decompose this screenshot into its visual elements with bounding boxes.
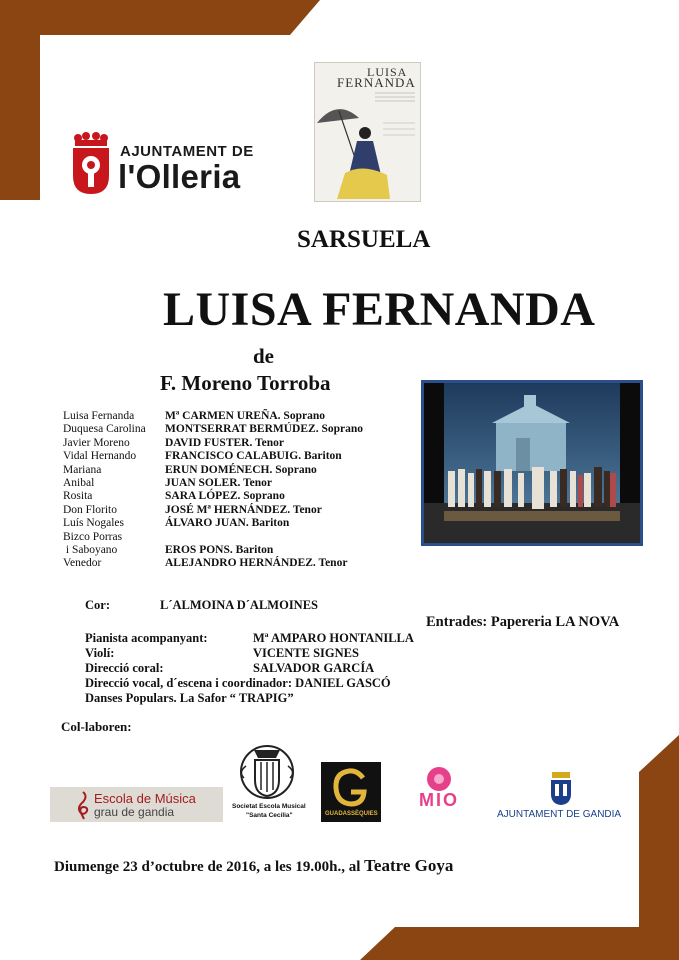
- mio-name: MIO: [419, 790, 459, 810]
- cast-singer: ERUN DOMÉNECH. Soprano: [165, 463, 317, 476]
- cast-singer: JOSÉ Mª HERNÁNDEZ. Tenor: [165, 503, 322, 516]
- crest-icon: [70, 132, 112, 196]
- cast-row: [63, 490, 363, 503]
- cast-role: Javier Moreno: [63, 436, 130, 449]
- direccio-coral-value: SALVADOR GARCÍA: [253, 661, 375, 675]
- cast-row: [63, 517, 363, 530]
- cast-row: [63, 504, 363, 517]
- event-date-text: Diumenge 23 d’octubre de 2016, a les 19.00h., al: [54, 859, 365, 875]
- cast-role: Luisa Fernanda: [63, 410, 135, 422]
- cast-role: Vidal Hernando: [63, 450, 137, 463]
- cast-role: Duquesa Carolina: [63, 423, 146, 436]
- cast-role: Bizco Porras: [63, 530, 123, 543]
- cast-row: [63, 437, 363, 450]
- cast-role: Venedor: [63, 557, 102, 570]
- bottom-right-corner-ornament: [360, 735, 679, 960]
- cast-role: i Saboyano: [63, 543, 118, 556]
- cast-row: [63, 531, 363, 544]
- treble-clef-icon: [72, 790, 94, 820]
- gandia-name: AJUNTAMENT DE GANDIA: [497, 809, 622, 820]
- cast-row: [63, 557, 363, 570]
- poster-thumbnail-title-1: LUISA: [367, 65, 408, 79]
- sponsor-societat-santa-cecilia: [232, 742, 306, 822]
- cast-role: Don Florito: [63, 503, 117, 516]
- cast-role: Anibal: [63, 476, 95, 489]
- mio-flower-icon: [409, 765, 469, 793]
- collaborators-label: Col-laboren:: [61, 719, 132, 734]
- cor-value: L´ALMOINA D´ALMOINES: [160, 598, 318, 612]
- cast-role: Mariana: [63, 463, 102, 476]
- cast-singer: MONTSERRAT BERMÚDEZ. Soprano: [165, 423, 363, 436]
- stage-photo: [421, 380, 643, 546]
- societat-line2: "Santa Cecília": [246, 812, 293, 819]
- societat-crest-icon: [236, 742, 298, 802]
- pianista-value: Mª AMPARO HONTANILLA: [253, 631, 414, 645]
- event-date-line: [54, 856, 453, 876]
- cast-row: [63, 477, 363, 490]
- gandia-crest-icon: [549, 772, 573, 806]
- poster-thumbnail: [314, 62, 421, 202]
- cast-singer: JUAN SOLER. Tenor: [165, 476, 273, 489]
- violi-label: Violí:: [85, 646, 115, 660]
- pianista-label: Pianista acompanyant:: [85, 631, 208, 645]
- genre-title: SARSUELA: [297, 226, 431, 253]
- violi-value: VICENTE SIGNES: [253, 646, 359, 660]
- sponsor-mio: [409, 765, 469, 815]
- danses-line: Danses Populars. La Safor “ TRAPIG”: [85, 691, 294, 705]
- venue-name: Teatre Goya: [364, 856, 454, 875]
- direccio-vocal-line: Direcció vocal, d´escena i coordinador: DANIEL GASCÓ: [85, 676, 391, 690]
- poster-illustration: [315, 63, 420, 201]
- cast-singer: FRANCISCO CALABUIG. Bariton: [165, 450, 342, 463]
- escola-line1: Escola de Música: [94, 791, 196, 806]
- cast-singer: SARA LÓPEZ. Soprano: [165, 490, 285, 503]
- cast-singer: ALEJANDRO HERNÁNDEZ. Tenor: [165, 557, 348, 570]
- cast-row: [63, 544, 363, 557]
- poster-thumbnail-title-2: FERNANDA: [337, 75, 416, 90]
- cast-singer: DAVID FUSTER. Tenor: [165, 436, 284, 449]
- municipality-line1: AJUNTAMENT DE: [120, 143, 254, 160]
- societat-line1: Societat Escola Musical: [232, 803, 306, 810]
- opera-title: LUISA FERNANDA: [163, 283, 596, 336]
- cast-row: [63, 464, 363, 477]
- cast-singer: EROS PONS. Bariton: [165, 543, 274, 556]
- by-label: de: [253, 344, 274, 368]
- cast-row: [63, 423, 363, 436]
- sponsor-guadassequies: [321, 762, 381, 822]
- composer-name: F. Moreno Torroba: [160, 371, 331, 395]
- guadassequies-g-icon: [329, 766, 373, 810]
- tickets-info: Entrades: Papereria LA NOVA: [426, 614, 620, 630]
- stage-photo-image: [424, 383, 640, 543]
- cast-singer: Mª CARMEN UREÑA. Soprano: [165, 410, 325, 422]
- guadassequies-name: GUADASSÈQUIES: [325, 811, 378, 817]
- cast-role: Luís Nogales: [63, 517, 125, 530]
- sponsor-escola-musica-gandia: [50, 787, 223, 822]
- cast-role: Rosita: [63, 490, 93, 503]
- direccio-coral-label: Direcció coral:: [85, 661, 164, 675]
- cast-row: [63, 410, 363, 423]
- cast-row: [63, 450, 363, 463]
- municipality-line2: l'Olleria: [118, 158, 241, 195]
- cast-singer: ÁLVARO JUAN. Bariton: [165, 517, 290, 530]
- cast-list: [63, 410, 363, 571]
- escola-line2: grau de gandia: [94, 805, 175, 819]
- cor-label: Cor:: [85, 598, 110, 612]
- sponsor-ajuntament-gandia: [495, 772, 630, 822]
